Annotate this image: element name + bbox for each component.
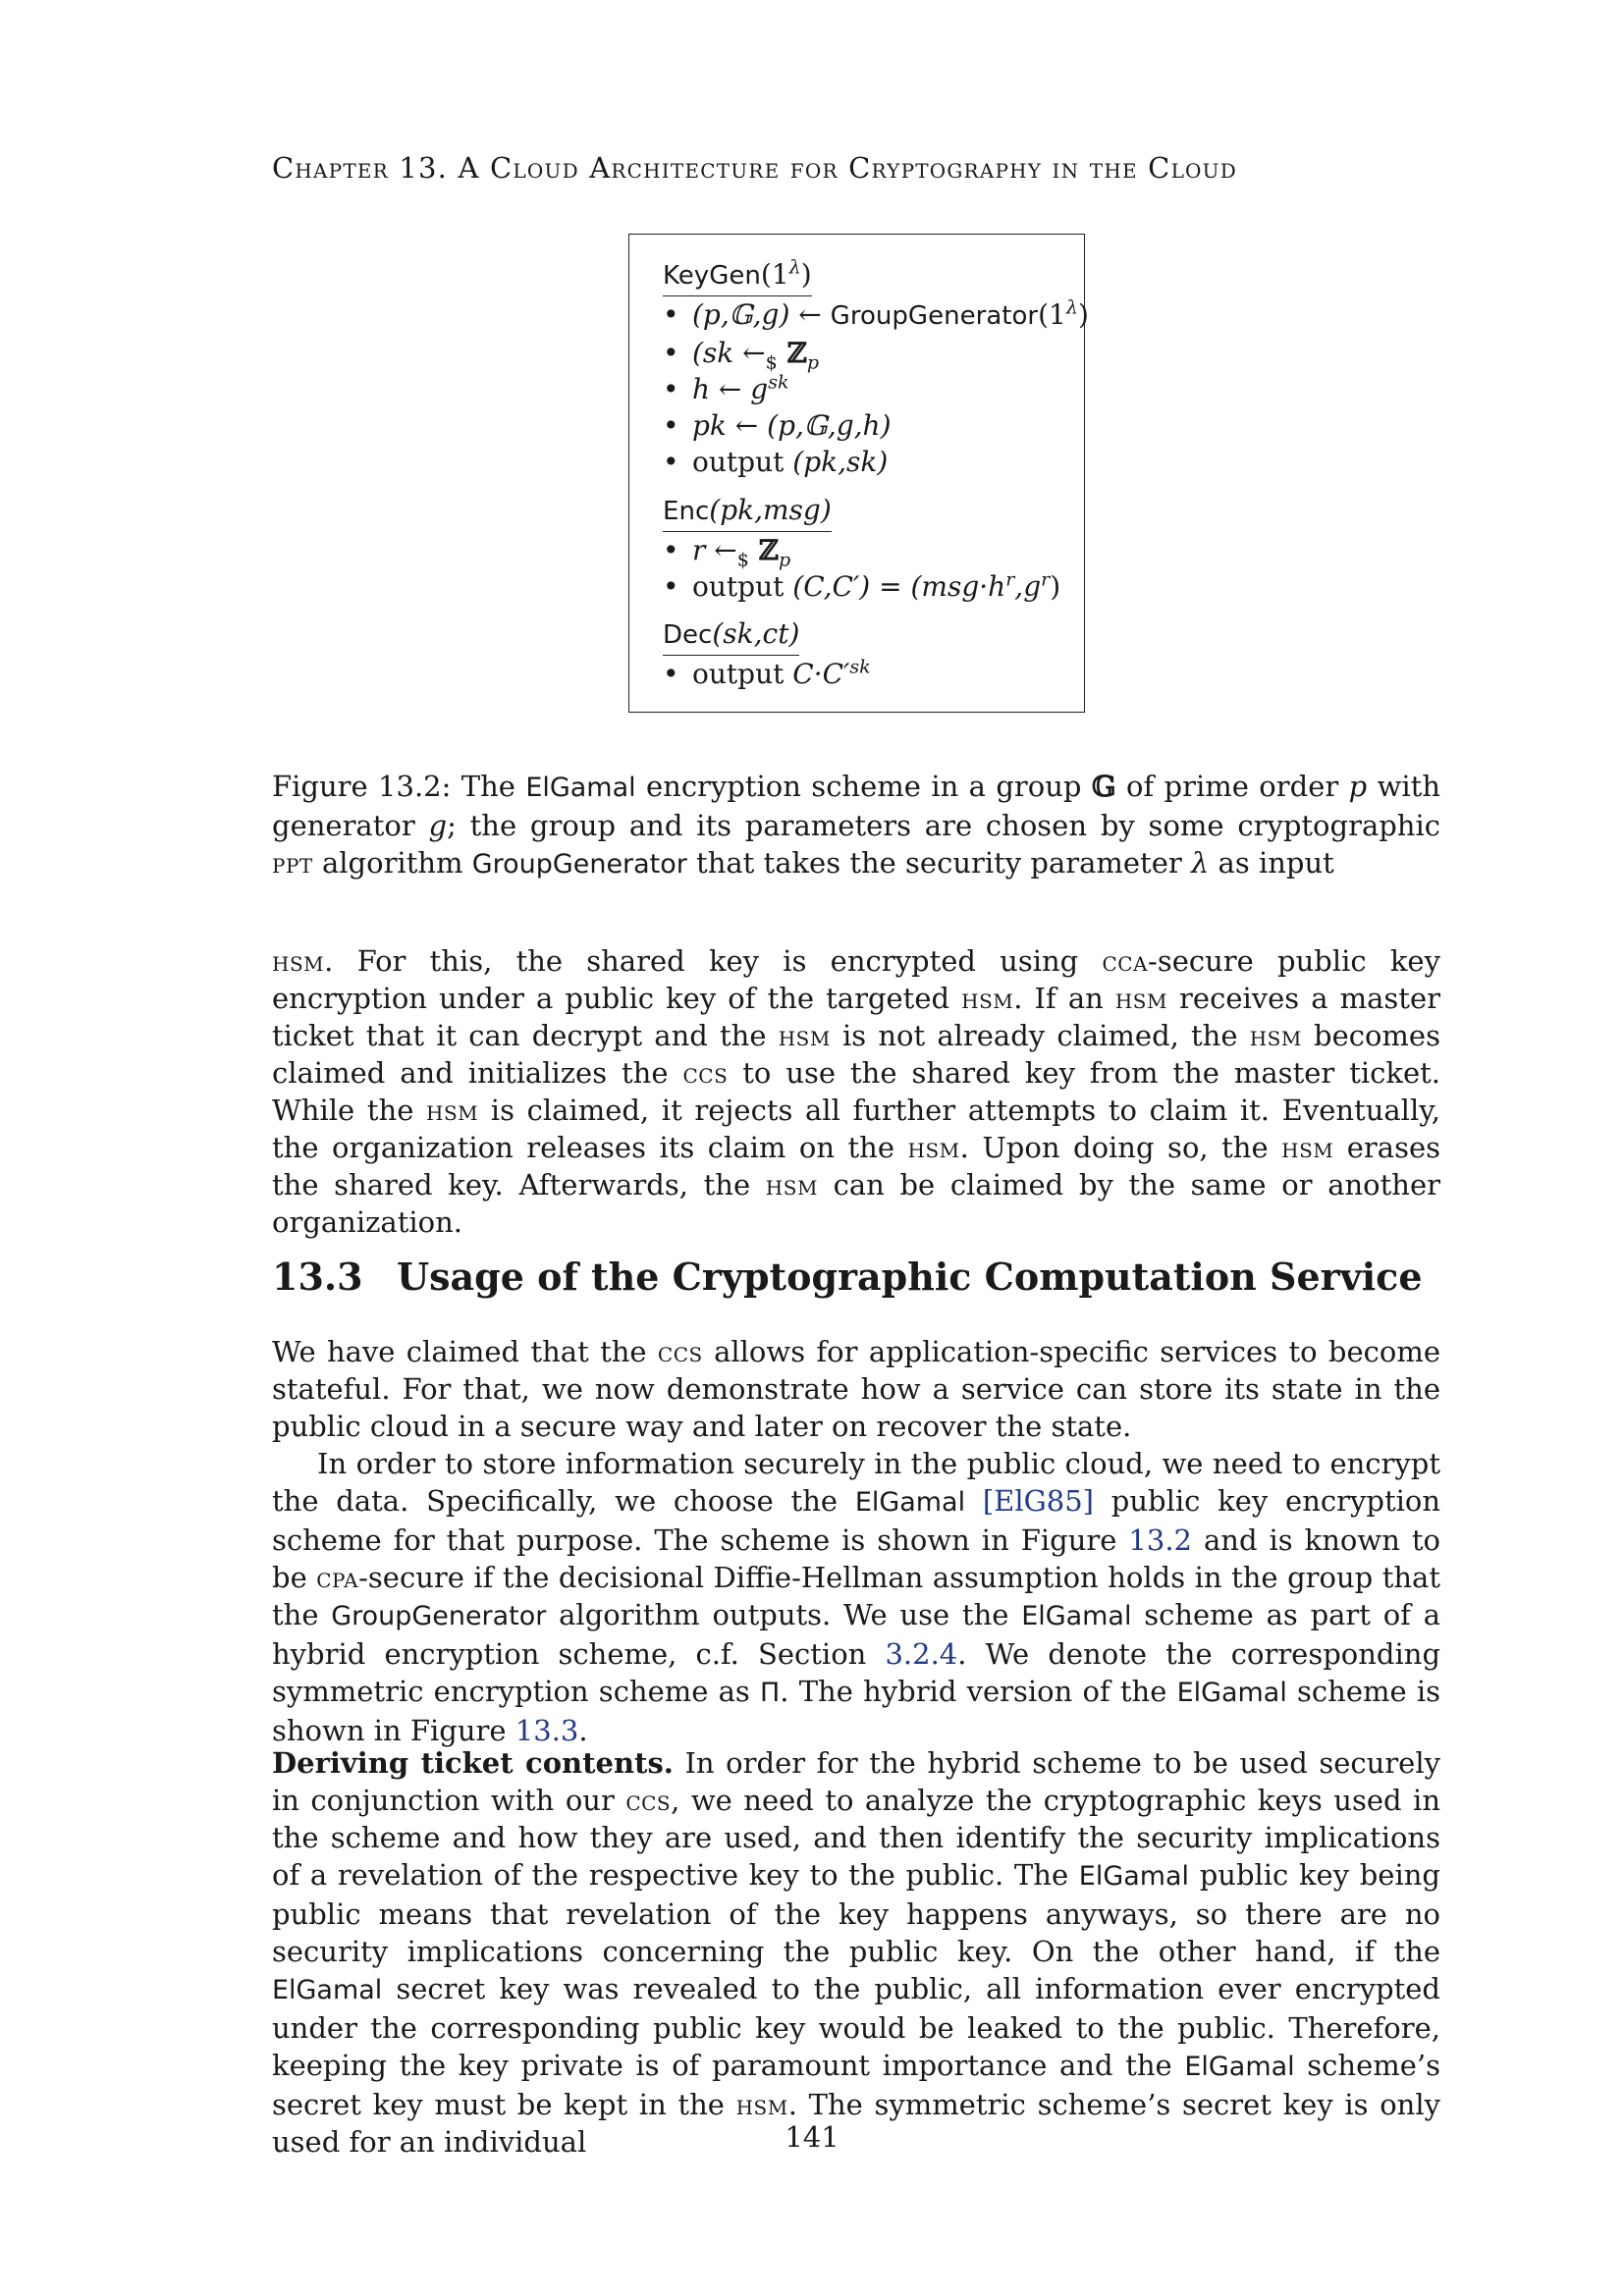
keygen-step-3: • h ← $g^{sk}$ (663, 371, 789, 405)
paragraph-deriving: Deriving ticket contents. In order for the hybrid scheme to be used securely in conjunction with our ccs, we need to analyze the cryptographic keys used in the scheme and how they are used, and then identify the security implications of a revelation of the respective key to the public. The ElGamal public key being public means that revelation of the key happens anyways, so there are no security implications concerning the public key. On the other hand, if the ElGamal secret key was revealed to the public, all information ever encrypted under the corresponding public key would be leaked to the public. Therefore, keeping the key private is of paramount importance and the ElGamal scheme’s secret key must be kept in the hsm. The symmetric scheme’s secret key is only used for an individual (272, 1746, 1440, 2159)
paragraph-heading: Deriving ticket contents. (272, 1746, 674, 1780)
keygen-step-2: • (sk $\leftarrow_{\$}$ ℤ$_p$ (663, 337, 820, 374)
page-number: 141 (785, 2120, 839, 2154)
section-heading: 13.3 Usage of the Cryptographic Computation Service (272, 1255, 1423, 1299)
keygen-header: $KeyGen(1^\lambda)$ (663, 256, 1089, 296)
keygen-step-4: • pk ← (p,𝔾,g,h) (663, 409, 892, 442)
figure-ref-link[interactable]: 13.2 (1128, 1523, 1192, 1557)
enc-step-1: • r $\leftarrow_{\$}$ ℤ$_p$ (663, 534, 791, 571)
figure-ref-link[interactable]: 13.3 (514, 1714, 579, 1747)
enc-step-2: • output $(C,C') = (msg\cdot h^r,g^r)$ (663, 568, 1061, 603)
algorithm-box (628, 234, 1089, 713)
running-head: Chapter 13. A Cloud Architecture for Cryptography in the Cloud (272, 151, 1237, 185)
paragraph-stateful: We have claimed that the ccs allows for application-specific services to become stateful. For that, we now demonstrate how a service can store its state in the public cloud in a secure way and later on recover the state. (272, 1335, 1440, 1443)
section-ref-link[interactable]: 3.2.4 (885, 1637, 958, 1671)
dec-step-1: • output $C\cdot C'^{sk}$ (663, 656, 871, 690)
keygen-step-1: • (p,𝔾,g) ← $GroupGenerator(1^\lambda)$ (663, 296, 1089, 331)
enc-header: Enc(pk,msg) (663, 492, 1060, 532)
paragraph-store: In order to store information securely in the public cloud, we need to encrypt the data. Specifically, we choose the ElGamal [ElG85] public key encryption scheme for that purpose. The scheme is shown in Figure 13.2 and is known to be cpa-secure if the decisional Diffie-Hellman assumption holds in the group that the GroupGenerator algorithm outputs. We use the ElGamal scheme as part of a hybrid encryption scheme, c.f. Section 3.2.4. We denote the corresponding symmetric encryption scheme as Π. The hybrid version of the ElGamal scheme is shown in Figure 13.3. (272, 1447, 1441, 1747)
citation-link[interactable]: [ElG85] (982, 1484, 1094, 1518)
keygen-step-5: • output (pk,sk) (663, 446, 889, 478)
figure-caption: Figure 13.2: The ElGamal encryption scheme in a group 𝔾 of prime order p with generator g; the group and its parameters are chosen by some cryptographic ppt algorithm GroupGenerator that takes the security parameter λ as input (272, 770, 1440, 880)
keygen-block (663, 256, 1089, 480)
paragraph-hsm: hsm. For this, the shared key is encrypted using cca-secure public key encryption under a public key of the targeted hsm. If an hsm receives a master ticket that it can decrypt and the hsm is not already claimed, the hsm becomes claimed and initializes the ccs to use the shared key from the master ticket. While the hsm is claimed, it rejects all further attempts to claim it. Eventually, the organization releases its claim on the hsm. Upon doing so, the hsm erases the shared key. Afterwards, the hsm can be claimed by the same or another organization. (272, 944, 1441, 1239)
enc-block (663, 492, 1060, 605)
dec-header: Dec(sk,ct) (663, 615, 871, 656)
dec-block (663, 615, 871, 692)
